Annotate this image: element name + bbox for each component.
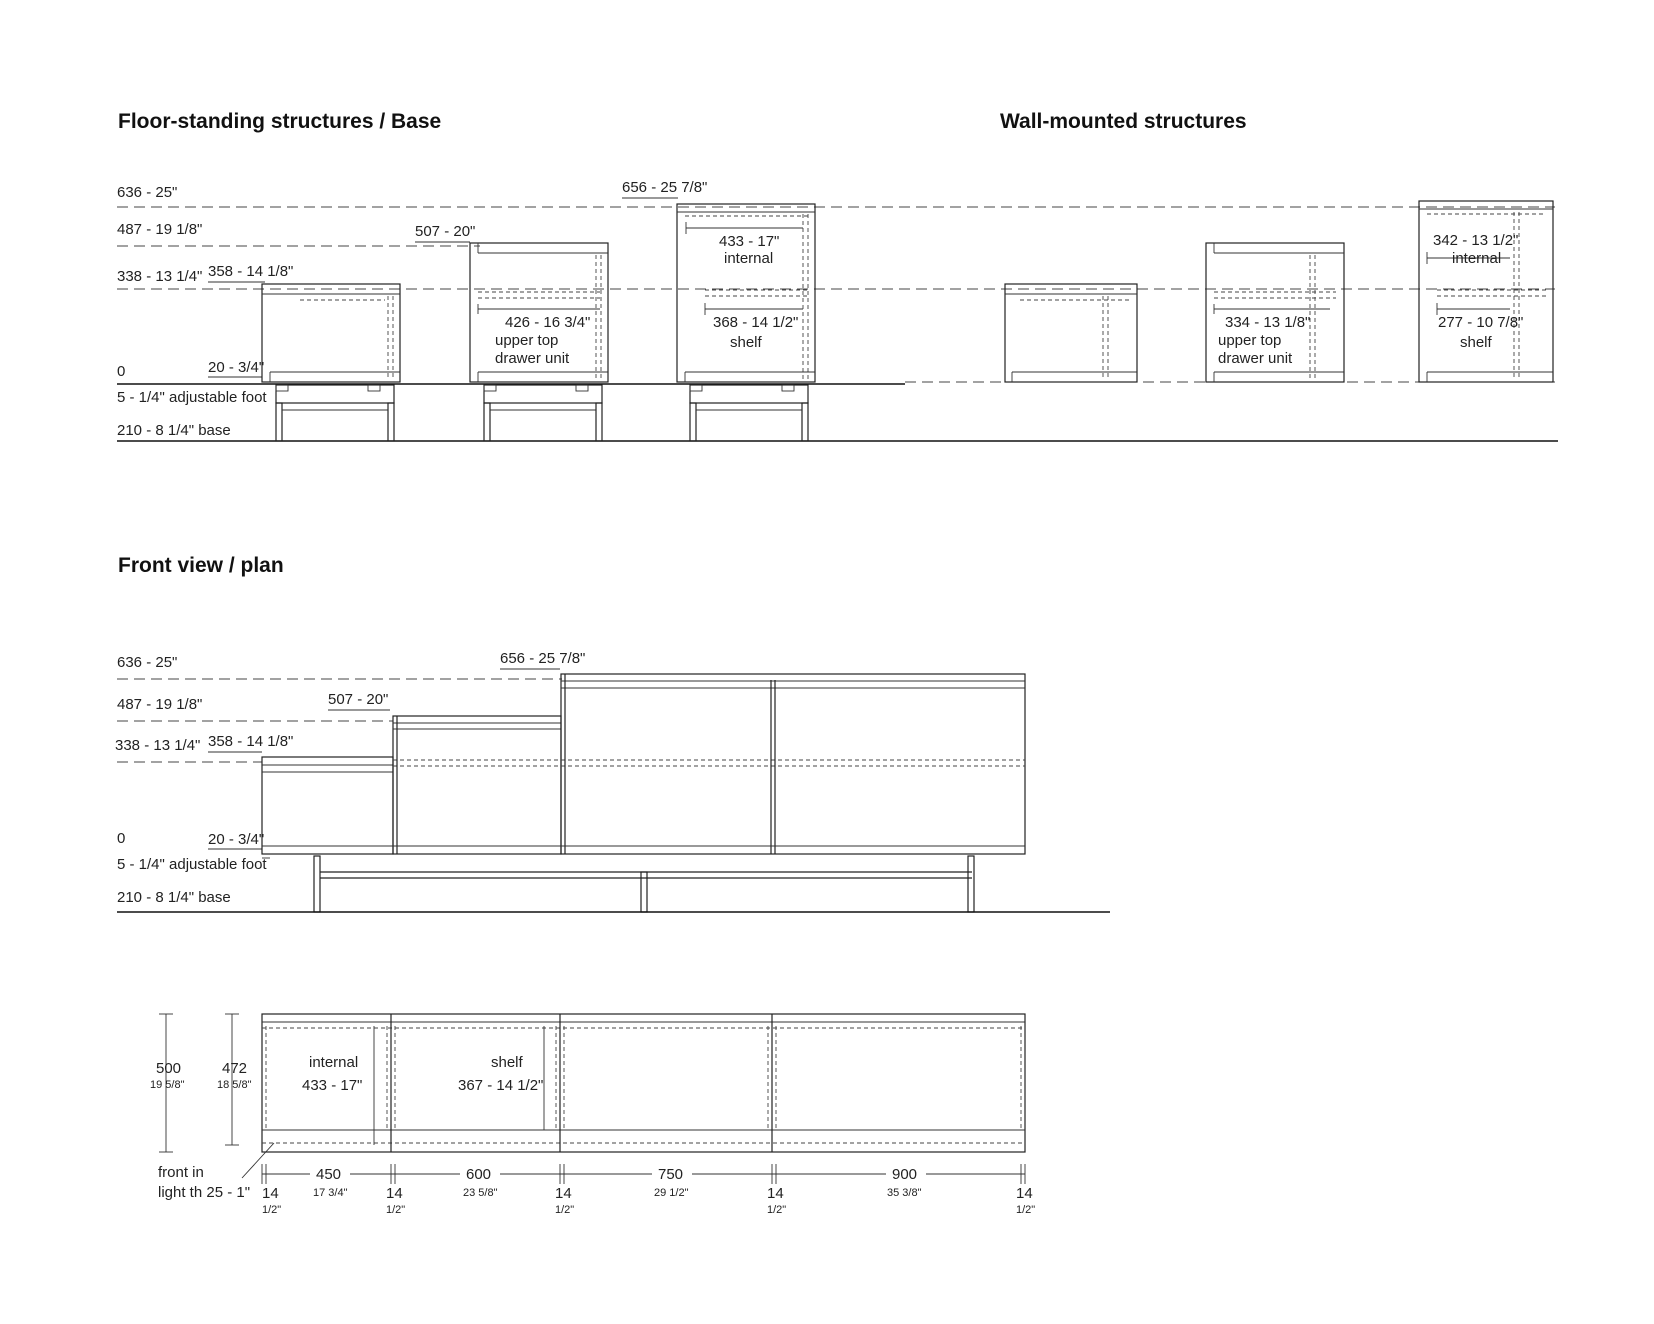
note-drawer-426: 426 - 16 3/4" [505,314,591,331]
plan-dividers [387,1014,776,1152]
plan-section [150,1014,1035,1216]
level-foot: 5 - 1/4" adjustable foot [117,389,267,406]
front-note-line2: light th 25 - 1" [158,1184,251,1201]
width-507: 507 - 20" [415,223,476,240]
joint-half-a: 1/2" [262,1204,282,1216]
joint-14-b: 14 [386,1185,403,1202]
joint-half-d: 1/2" [767,1204,787,1216]
module-750: 750 [658,1166,684,1183]
front-note-line1: front in [158,1164,204,1181]
module-600-in: 23 5/8" [463,1187,498,1199]
note-upper-top-wall: upper top [1218,332,1282,349]
joint-14-c: 14 [555,1185,572,1202]
level-487: 487 - 19 1/8" [117,221,203,238]
plan-internal-label: internal [309,1054,359,1071]
width-20: 20 - 3/4" [208,359,265,376]
front-level-zero: 0 [117,830,126,847]
module-450: 450 [316,1166,342,1183]
wall-cabinet-656 [1419,201,1553,382]
note-internal-label: internal [724,250,774,267]
heading-floor-standing: Floor-standing structures / Base [118,110,442,133]
plan-internal-value: 433 - 17" [302,1077,363,1094]
joint-half-c: 1/2" [555,1204,575,1216]
note-internal-342: 342 - 13 1/2" [1433,232,1519,249]
note-internal-433: 433 - 17" [719,233,780,250]
joint-14-a: 14 [262,1185,279,1202]
plan-outline [262,1014,1025,1152]
front-level-foot: 5 - 1/4" adjustable foot [117,856,267,873]
depth-472-in: 18 5/8" [217,1079,252,1091]
note-drawer-334: 334 - 13 1/8" [1225,314,1311,331]
front-width-507: 507 - 20" [328,691,389,708]
module-900: 900 [892,1166,918,1183]
front-width-656: 656 - 25 7/8" [500,650,586,667]
front-level-636: 636 - 25" [117,654,178,671]
level-338: 338 - 13 1/4" [117,268,203,285]
plan-shelf-label: shelf [491,1054,523,1071]
note-shelf-368: 368 - 14 1/2" [713,314,799,331]
module-450-in: 17 3/4" [313,1187,348,1199]
base-frames [276,385,808,441]
front-width-20: 20 - 3/4" [208,831,265,848]
module-dimensions [262,1162,1035,1216]
note-shelf-label: shelf [730,334,762,351]
depth-500: 500 [156,1060,182,1077]
level-636: 636 - 25" [117,184,178,201]
floor-standing-section [117,179,1558,441]
front-level-base: 210 - 8 1/4" base [117,889,231,906]
joint-14-e: 14 [1016,1185,1033,1202]
level-zero: 0 [117,363,126,380]
front-view-section [115,650,1110,912]
plan-shelf-value: 367 - 14 1/2" [458,1077,544,1094]
module-600: 600 [466,1166,492,1183]
level-base: 210 - 8 1/4" base [117,422,231,439]
joint-half-b: 1/2" [386,1204,406,1216]
note-upper-top: upper top [495,332,559,349]
front-level-487: 487 - 19 1/8" [117,696,203,713]
heading-front-view: Front view / plan [118,554,284,577]
joint-14-d: 14 [767,1185,784,1202]
note-shelf-277: 277 - 10 7/8" [1438,314,1524,331]
module-900-in: 35 3/8" [887,1187,922,1199]
heading-wall-mounted: Wall-mounted structures [1000,110,1247,133]
cabinet-358 [262,284,400,382]
note-shelf-label-wall: shelf [1460,334,1492,351]
note-internal-label-wall: internal [1452,250,1502,267]
wall-cabinet-358 [1005,284,1137,382]
wall-mounted-section [1005,201,1553,382]
depth-500-in: 19 5/8" [150,1079,185,1091]
width-656: 656 - 25 7/8" [622,179,708,196]
note-drawer-unit-wall: drawer unit [1218,350,1293,367]
module-750-in: 29 1/2" [654,1187,689,1199]
note-drawer-unit: drawer unit [495,350,570,367]
depth-472: 472 [222,1060,248,1077]
front-width-358: 358 - 14 1/8" [208,733,294,750]
cabinet-656 [677,204,815,382]
width-358: 358 - 14 1/8" [208,263,294,280]
front-level-338: 338 - 13 1/4" [115,737,201,754]
front-note-leader [242,1143,274,1178]
joint-half-e: 1/2" [1016,1204,1036,1216]
